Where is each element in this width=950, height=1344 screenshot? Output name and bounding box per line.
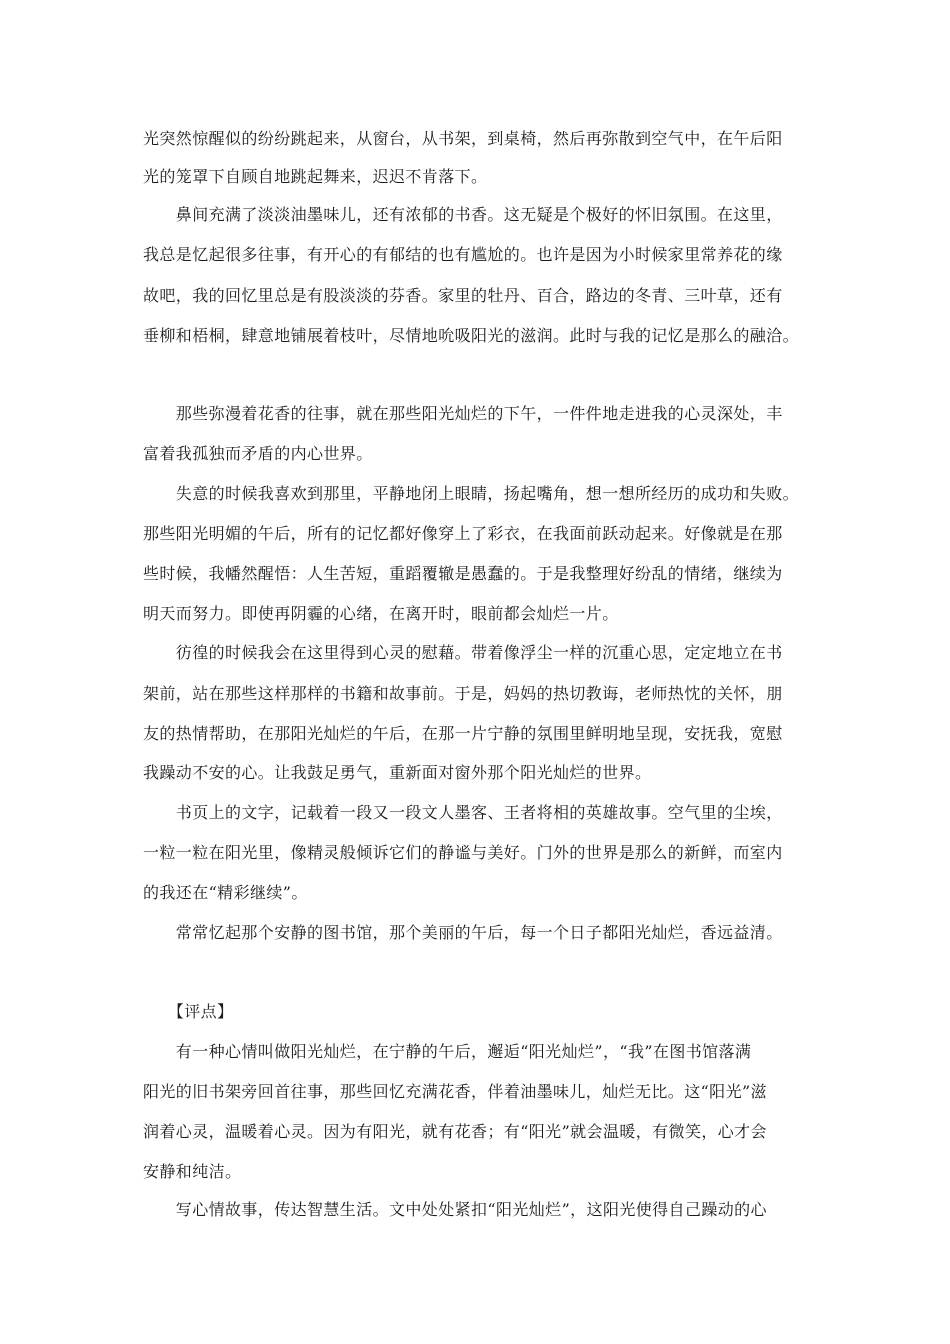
text-line: 书页上的文字，记载着一段又一段文人墨客、王者将相的英雄故事。空气里的尘埃， bbox=[143, 803, 783, 822]
text-line: 有一种心情叫做阳光灿烂，在宁静的午后，邂逅“阳光灿烂”，“我”在图书馆落满 bbox=[143, 1042, 752, 1061]
text-line: 那些弥漫着花香的往事，就在那些阳光灿烂的下午，一件件地走进我的心灵深处，丰 bbox=[143, 404, 783, 423]
text-line: 常常忆起那个安静的图书馆，那个美丽的午后，每一个日子都阳光灿烂，香远益清。 bbox=[143, 923, 783, 942]
text-line: 架前，站在那些这样那样的书籍和故事前。于是，妈妈的热切教诲，老师热忱的关怀，朋 bbox=[143, 684, 783, 703]
text-line: 润着心灵，温暖着心灵。因为有阳光，就有花香；有“阳光”就会温暖，有微笑，心才会 bbox=[143, 1122, 767, 1141]
text-line: 故吧，我的回忆里总是有股淡淡的芬香。家里的牡丹、百合，路边的冬青、三叶草，还有 bbox=[143, 286, 783, 305]
text-line: 安静和纯洁。 bbox=[143, 1162, 242, 1181]
text-line: 些时候，我幡然醒悟：人生苦短，重蹈覆辙是愚蠢的。于是我整理好纷乱的情绪，继续为 bbox=[143, 564, 783, 583]
text-line: 失意的时候我喜欢到那里，平静地闭上眼睛，扬起嘴角，想一想所经历的成功和失败。 bbox=[143, 484, 800, 503]
text-line: 我躁动不安的心。让我鼓足勇气，重新面对窗外那个阳光灿烂的世界。 bbox=[143, 763, 652, 782]
commentary-heading: 【评点】 bbox=[143, 1002, 234, 1021]
text-line: 光的笼罩下自顾自地跳起舞来，迟迟不肯落下。 bbox=[143, 167, 488, 186]
text-line: 阳光的旧书架旁回首往事，那些回忆充满花香，伴着油墨味儿，灿烂无比。这“阳光”滋 bbox=[143, 1082, 767, 1101]
text-line: 鼻间充满了淡淡油墨味儿，还有浓郁的书香。这无疑是个极好的怀旧氛围。在这里， bbox=[143, 205, 783, 224]
text-line: 明天而努力。即使再阴霾的心绪，在离开时，眼前都会灿烂一片。 bbox=[143, 604, 619, 623]
text-line: 我总是忆起很多往事，有开心的有郁结的也有尴尬的。也许是因为小时候家里常养花的缘 bbox=[143, 245, 783, 264]
text-line: 富着我孤独而矛盾的内心世界。 bbox=[143, 444, 373, 463]
text-line: 一粒一粒在阳光里，像精灵般倾诉它们的静谧与美好。门外的世界是那么的新鲜，而室内 bbox=[143, 843, 783, 862]
text-line: 垂柳和梧桐，肆意地铺展着枝叶，尽情地吮吸阳光的滋润。此时与我的记忆是那么的融洽。 bbox=[143, 326, 800, 345]
text-line: 的我还在“精彩继续”。 bbox=[143, 883, 308, 902]
text-line: 写心情故事，传达智慧生活。文中处处紧扣“阳光灿烂”，这阳光使得自己躁动的心 bbox=[143, 1200, 767, 1219]
text-line: 友的热情帮助，在那阳光灿烂的午后，在那一片宁静的氛围里鲜明地呈现，安抚我，宽慰 bbox=[143, 724, 783, 743]
text-line: 光突然惊醒似的纷纷跳起来，从窗台，从书架，到桌椅，然后再弥散到空气中，在午后阳 bbox=[143, 129, 783, 148]
text-line: 彷徨的时候我会在这里得到心灵的慰藉。带着像浮尘一样的沉重心思，定定地立在书 bbox=[143, 643, 783, 662]
text-line: 那些阳光明媚的午后，所有的记忆都好像穿上了彩衣，在我面前跃动起来。好像就是在那 bbox=[143, 524, 783, 543]
